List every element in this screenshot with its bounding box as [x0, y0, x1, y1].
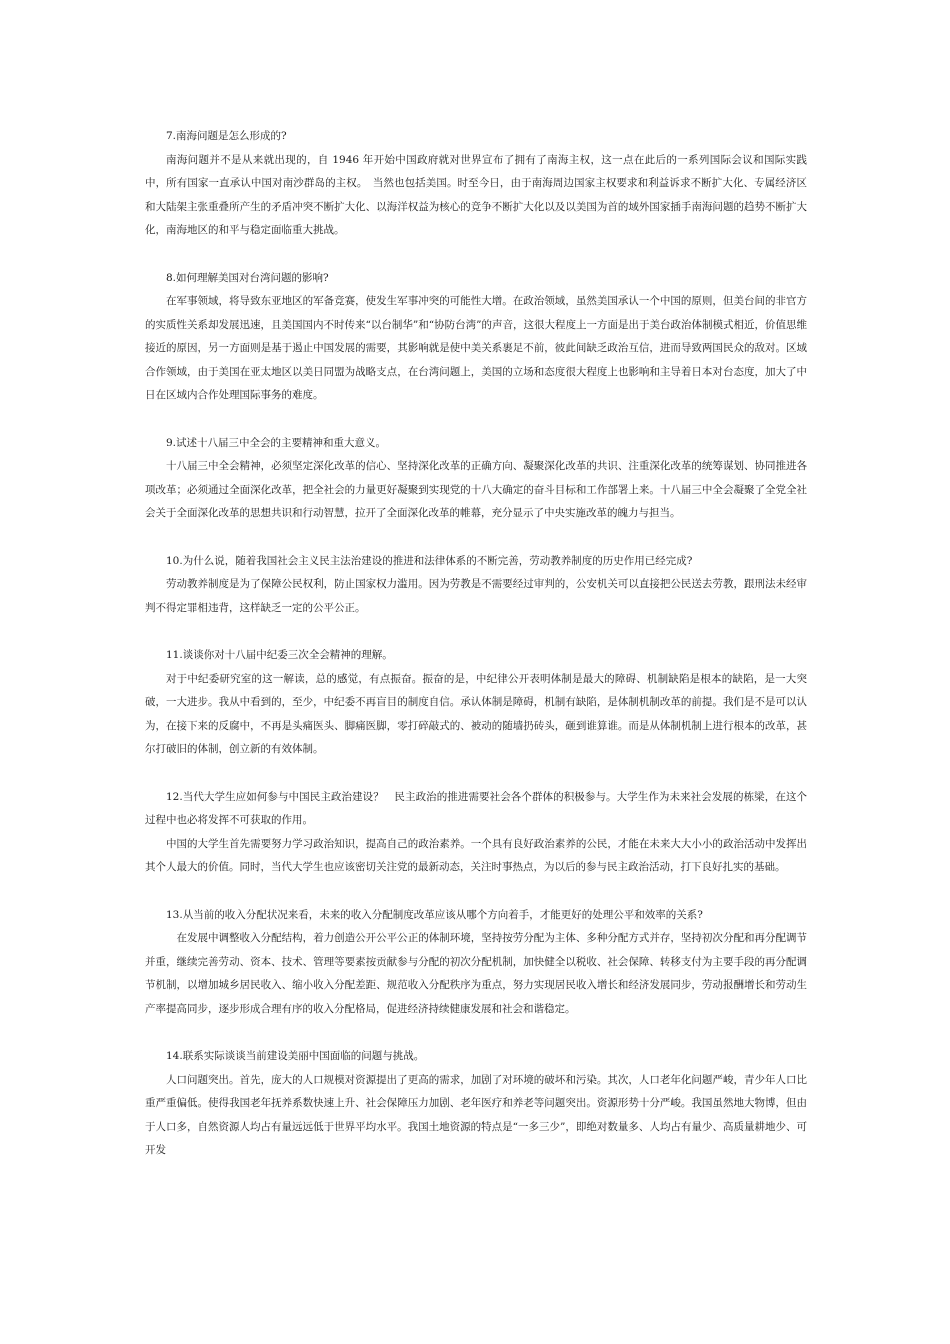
qa-section-14	[145, 1045, 807, 1163]
qa-section-8	[145, 267, 807, 408]
question-heading: 8.如何理解美国对台湾问题的影响?	[166, 271, 329, 284]
question-heading: 12.当代大学生应如何参与中国民主政治建设？ 民主政治的推进需要社会各个群体的积极参与。大学生作为未来社会发展的栋梁，在这个过程中也必将发挥不可获取的作用。	[145, 790, 807, 826]
qa-section-7	[145, 125, 807, 243]
answer-paragraph: 中国的大学生首先需要努力学习政治知识，提高自己的政治素养。一个具有良好政治素养的公民，才能在未来大大小小的政治活动中发挥出其个人最大的价值。同时，当代大学生也应该密切关注党的最新动态，关注时事热点，为以后的参与民主政治活动，打下良好扎实的基础。	[145, 837, 807, 873]
answer-paragraph: 在发展中调整收入分配结构，着力创造公开公平公正的体制环境，坚持按劳分配为主体、多种分配方式并存，坚持初次分配和再分配调节并重，继续完善劳动、资本、技术、管理等要素按贡献参与分配的初次分配机制，加快健全以税收、社会保障、转移支付为主要手段的再分配调节机制，以增加城乡居民收入、缩小收入分配差距、规范收入分配秩序为重点，努力实现居民收入增长和经济发展同步，劳动报酬增长和劳动生产率提高同步，逐步形成合理有序的收入分配格局，促进经济持续健康发展和社会和谐稳定。	[145, 932, 807, 1015]
qa-section-10	[145, 550, 807, 621]
answer-paragraph: 十八届三中全会精神，必须坚定深化改革的信心、坚持深化改革的正确方向、凝聚深化改革的共识、注重深化改革的统筹谋划、协同推进各项改革；必须通过全面深化改革，把全社会的力量更好凝聚到实现党的十八大确定的奋斗目标和工作部署上来。十八届三中全会凝聚了全党全社会关于全面深化改革的思想共识和行动智慧，拉开了全面深化改革的帷幕，充分显示了中央实施改革的魄力与担当。	[145, 460, 807, 519]
question-heading: 14.联系实际谈谈当前建设美丽中国面临的问题与挑战。	[166, 1050, 425, 1062]
question-heading: 13.从当前的收入分配状况来看，未来的收入分配制度改革应该从哪个方向着手，才能更好的处理公平和效率的关系?	[166, 908, 703, 921]
answer-paragraph: 对于中纪委研究室的这一解读，总的感觉，有点振奋。振奋的是，中纪律公开表明体制是最大的障碍、机制缺陷是根本的缺陷，是一大突破，一大进步。我从中看到的，至少，中纪委不再盲目的制度自信。承认体制是障碍，机制有缺陷，是体制机制改革的前提。我们是不是可以认为，在接下来的反腐中，不再是头痛医头、脚痛医脚，零打碎敲式的、被动的随墙扔砖头，砸到谁算谁。而是从体制机制上进行根本的改革，甚尔打破旧的体制，创立新的有效体制。	[145, 672, 807, 755]
answer-paragraph: 人口问题突出。首先，庞大的人口规模对资源提出了更高的需求，加剧了对环境的破坏和污染。其次，人口老年化问题严峻，青少年人口比重严重偏低。使得我国老年抚养系数快速上升、社会保障压力加剧、老年医疗和养老等问题突出。资源形势十分严峻。我国虽然地大物博，但由于人口多，自然资源人均占有量远远低于世界平均水平。我国土地资源的特点是“一多三少”，即绝对数量多、人均占有量少、高质量耕地少、可开发	[145, 1073, 807, 1156]
question-heading: 7.南海问题是怎么形成的?	[166, 130, 287, 142]
question-heading: 11.谈谈你对十八届中纪委三次全会精神的理解。	[166, 649, 393, 661]
answer-paragraph: 在军事领域，将导致东亚地区的军备竞赛，使发生军事冲突的可能性大增。在政治领域，虽然美国承认一个中国的原则，但美台间的非官方的实质性关系却发展迅速，且美国国内不时传来“以台制华”和“协防台湾”的声音，这很大程度上一方面是出于美台政治体制模式相近，价值思维接近的原因，另一方面则是基于遏止中国发展的需要，其影响就是使中美关系裹足不前，彼此间缺乏政治互信，进而导致两国民众的敌对。区域合作领域，由于美国在亚太地区以美日同盟为战略支点，在台湾问题上，美国的立场和态度很大程度上也影响和主导着日本对台态度，加大了中日在区域内合作处理国际事务的难度。	[145, 295, 807, 401]
question-heading: 10.为什么说，随着我国社会主义民主法治建设的推进和法律体系的不断完善，劳动教养制度的历史作用已经完成?	[166, 554, 693, 567]
qa-section-13	[145, 904, 807, 1022]
qa-section-9	[145, 432, 807, 526]
answer-paragraph: 南海问题并不是从来就出现的，自 1946 年开始中国政府就对世界宣布了拥有了南海主权，这一点在此后的一系列国际会议和国际实践中，所有国家一直承认中国对南沙群岛的主权。 当然也包括美国。时至今日，由于南海周边国家主权要求和利益诉求不断扩大化、专属经济区和大陆架主张重叠所产生的矛盾冲突不断扩大化、以海洋权益为核心的竞争不断扩大化以及以美国为首的域外国家插手南海问题的趋势不断扩大化，南海地区的和平与稳定面临重大挑战。	[145, 153, 807, 236]
question-heading: 9.试述十八届三中全会的主要精神和重大意义。	[166, 436, 387, 449]
qa-section-11	[145, 644, 807, 762]
answer-paragraph: 劳动教养制度是为了保障公民权利，防止国家权力滥用。因为劳教是不需要经过审判的，公安机关可以直接把公民送去劳教，跟刑法未经审判不得定罪相违背，这样缺乏一定的公平公正。	[145, 578, 807, 614]
qa-section-12	[145, 786, 807, 880]
document-page	[145, 125, 807, 1163]
